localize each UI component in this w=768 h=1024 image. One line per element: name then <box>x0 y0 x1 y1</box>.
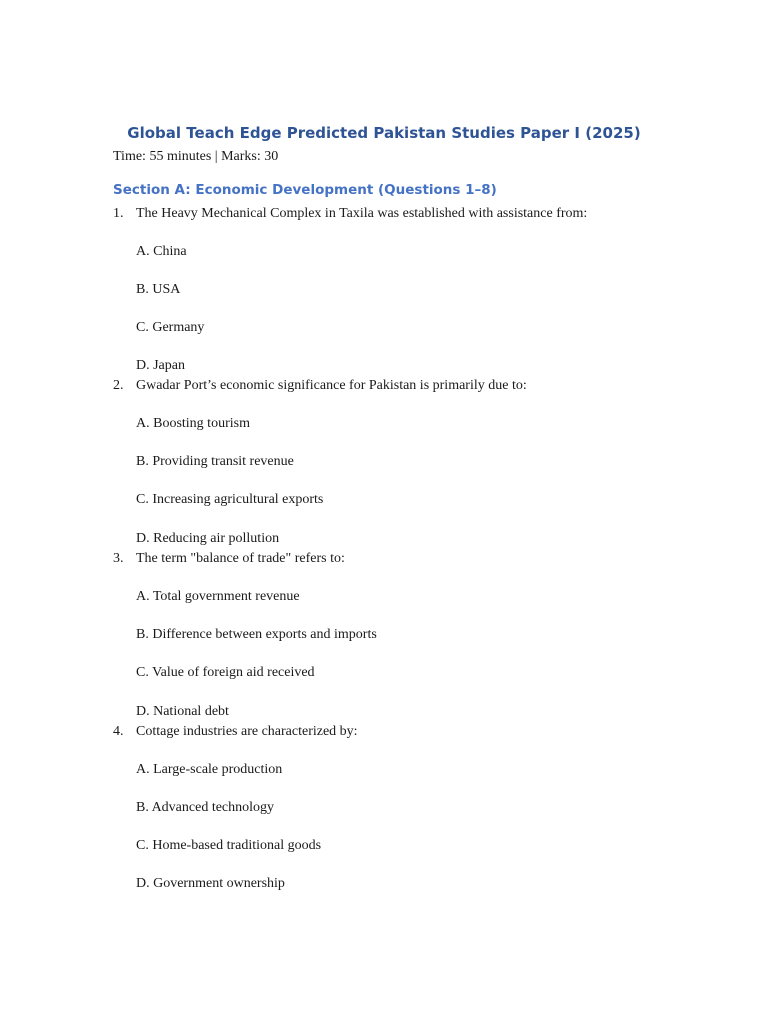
answer-option: A. China <box>136 244 187 259</box>
answer-option: B. USA <box>136 282 181 297</box>
answer-option: D. Government ownership <box>136 876 285 891</box>
exam-meta: Time: 55 minutes | Marks: 30 <box>113 149 279 164</box>
question-text: Gwadar Port’s economic significance for Pakistan is primarily due to: <box>136 378 527 393</box>
answer-option: B. Providing transit revenue <box>136 454 294 469</box>
answer-option: A. Boosting tourism <box>136 416 250 431</box>
answer-option: C. Germany <box>136 320 205 335</box>
answer-option: C. Increasing agricultural exports <box>136 492 324 507</box>
answer-option: A. Total government revenue <box>136 589 300 604</box>
answer-option: C. Value of foreign aid received <box>136 665 315 680</box>
question-text: The term "balance of trade" refers to: <box>136 551 345 566</box>
answer-option: B. Difference between exports and imports <box>136 627 377 642</box>
answer-option: C. Home-based traditional goods <box>136 838 322 853</box>
question-text: Cottage industries are characterized by: <box>136 724 358 739</box>
section-heading: Section A: Economic Development (Questions 1–8) <box>113 182 497 198</box>
answer-option: B. Advanced technology <box>136 800 275 815</box>
question-number: 2. <box>113 378 124 393</box>
answer-option: D. National debt <box>136 704 229 719</box>
answer-option: A. Large-scale production <box>136 762 283 777</box>
question-number: 3. <box>113 551 124 566</box>
answer-option: D. Japan <box>136 358 185 373</box>
answer-option: D. Reducing air pollution <box>136 531 280 546</box>
document-title: Global Teach Edge Predicted Pakistan Studies Paper I (2025) <box>127 124 641 142</box>
question-text: The Heavy Mechanical Complex in Taxila was established with assistance from: <box>136 206 588 221</box>
question-number: 1. <box>113 206 124 221</box>
question-number: 4. <box>113 724 124 739</box>
